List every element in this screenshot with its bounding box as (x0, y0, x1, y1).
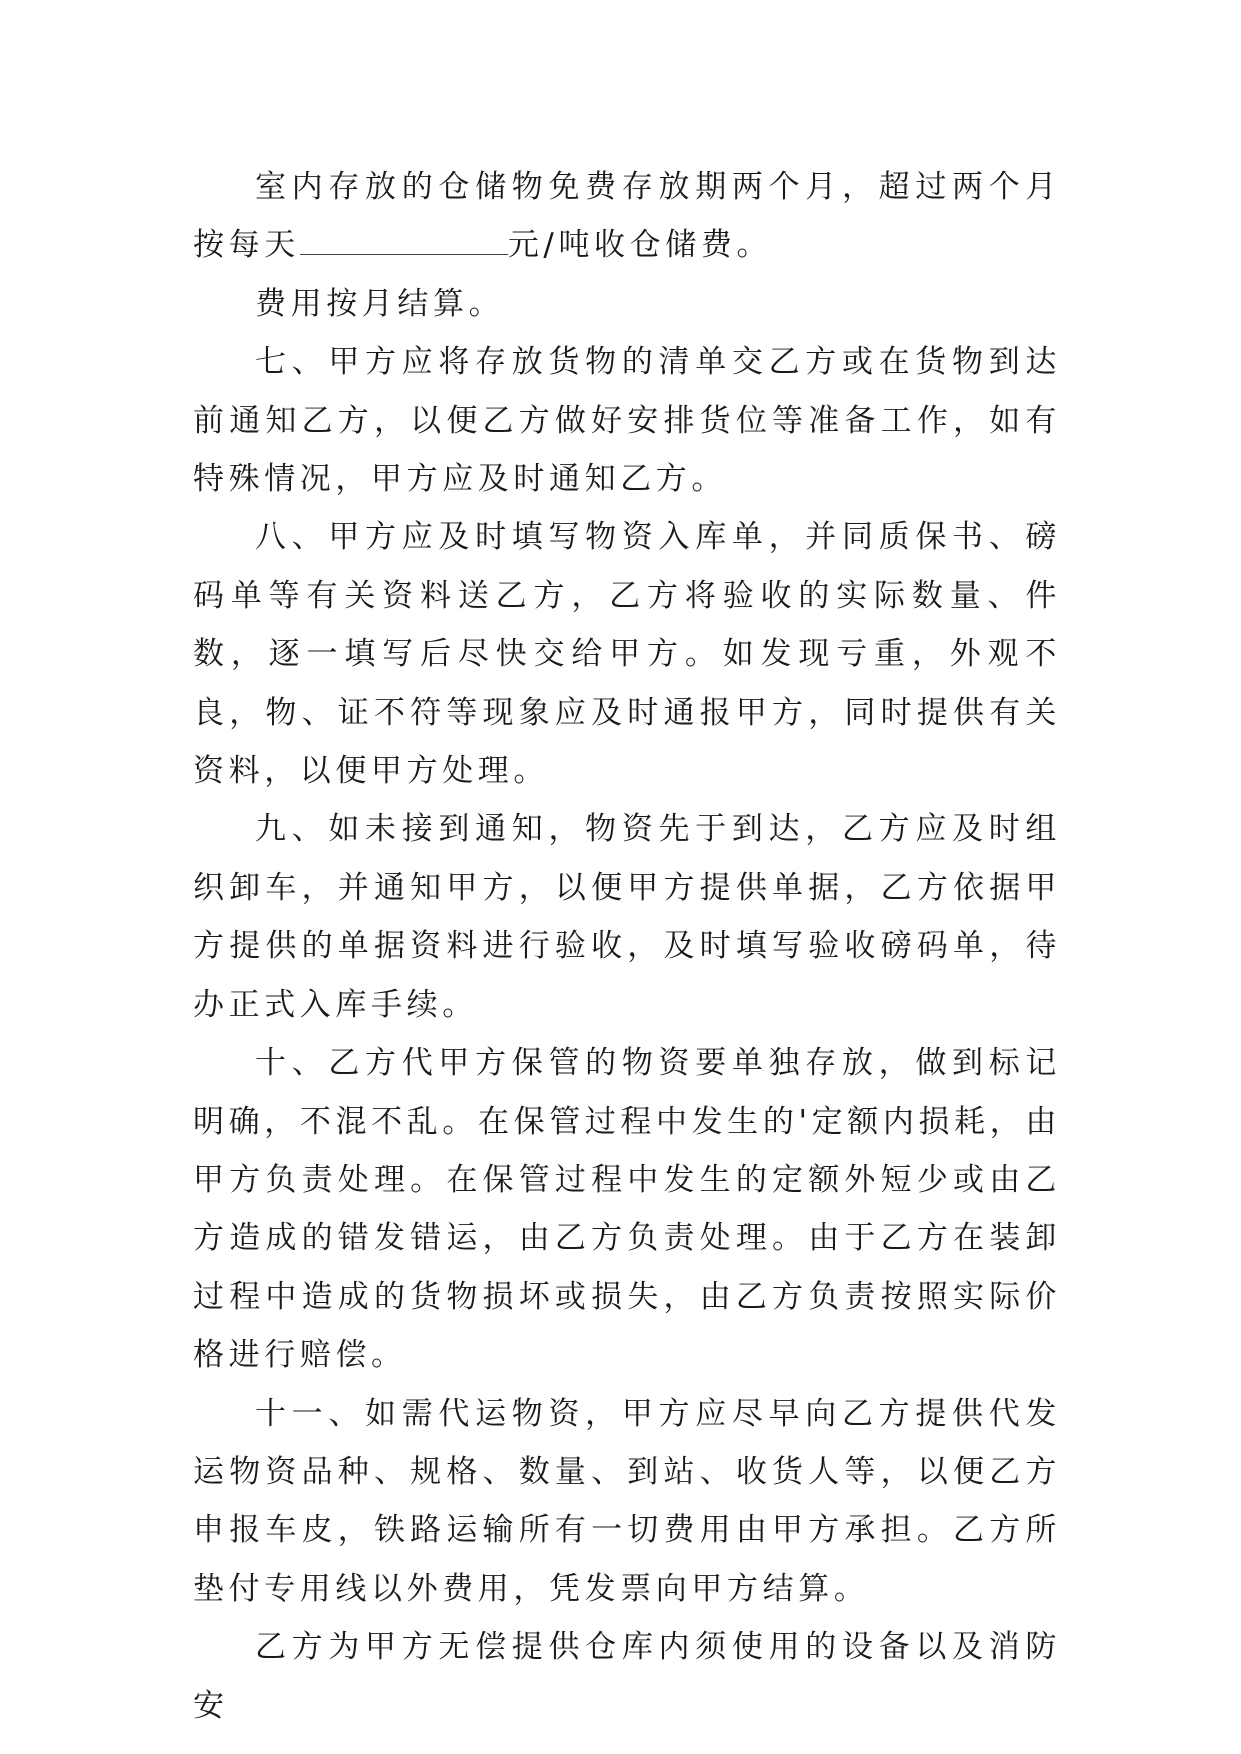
paragraph-clause-7: 七、甲方应将存放货物的清单交乙方或在货物到达前通知乙方，以便乙方做好安排货位等准备工作，如有特殊情况，甲方应及时通知乙方。 (193, 344, 1061, 498)
paragraph-monthly-settlement: 费用按月结算。 (255, 285, 505, 322)
paragraph-equipment: 乙方为甲方无偿提供仓库内须使用的设备以及消防安 (193, 1629, 1061, 1724)
paragraph-storage-fee (193, 158, 1061, 275)
paragraph-clause-10: 十、乙方代甲方保管的物资要单独存放，做到标记明确，不混不乱。在保管过程中发生的'定额内损耗，由甲方负责处理。在保管过程中发生的定额外短少或由乙方造成的错发错运，由乙方负责处理。由于乙方在装卸过程中造成的货物损坏或损失，由乙方负责按照实际价格进行赔偿。 (193, 1045, 1061, 1374)
paragraph-clause-11: 十一、如需代运物资，甲方应尽早向乙方提供代发运物资品种、规格、数量、到站、收货人等，以便乙方申报车皮，铁路运输所有一切费用由甲方承担。乙方所垫付专用线以外费用，凭发票向甲方结算。 (193, 1395, 1061, 1607)
paragraph-clause-9: 九、如未接到通知，物资先于到达，乙方应及时组织卸车，并通知甲方，以便甲方提供单据，乙方依据甲方提供的单据资料进行验收，及时填写验收磅码单，待办正式入库手续。 (193, 811, 1061, 1023)
storage-fee-unit-text: 元/吨收仓储费。 (507, 227, 773, 264)
storage-fee-text: 室内存放的仓储物免费存放期两个月，超过两个月按每天 (193, 169, 1061, 264)
fill-in-blank[interactable] (300, 224, 508, 255)
document-body (193, 158, 1061, 1735)
paragraph-clause-8: 八、甲方应及时填写物资入库单，并同质保书、磅码单等有关资料送乙方，乙方将验收的实际数量、件数，逐一填写后尽快交给甲方。如发现亏重，外观不良，物、证不符等现象应及时通报甲方，同时提供有关资料，以便甲方处理。 (193, 519, 1061, 790)
